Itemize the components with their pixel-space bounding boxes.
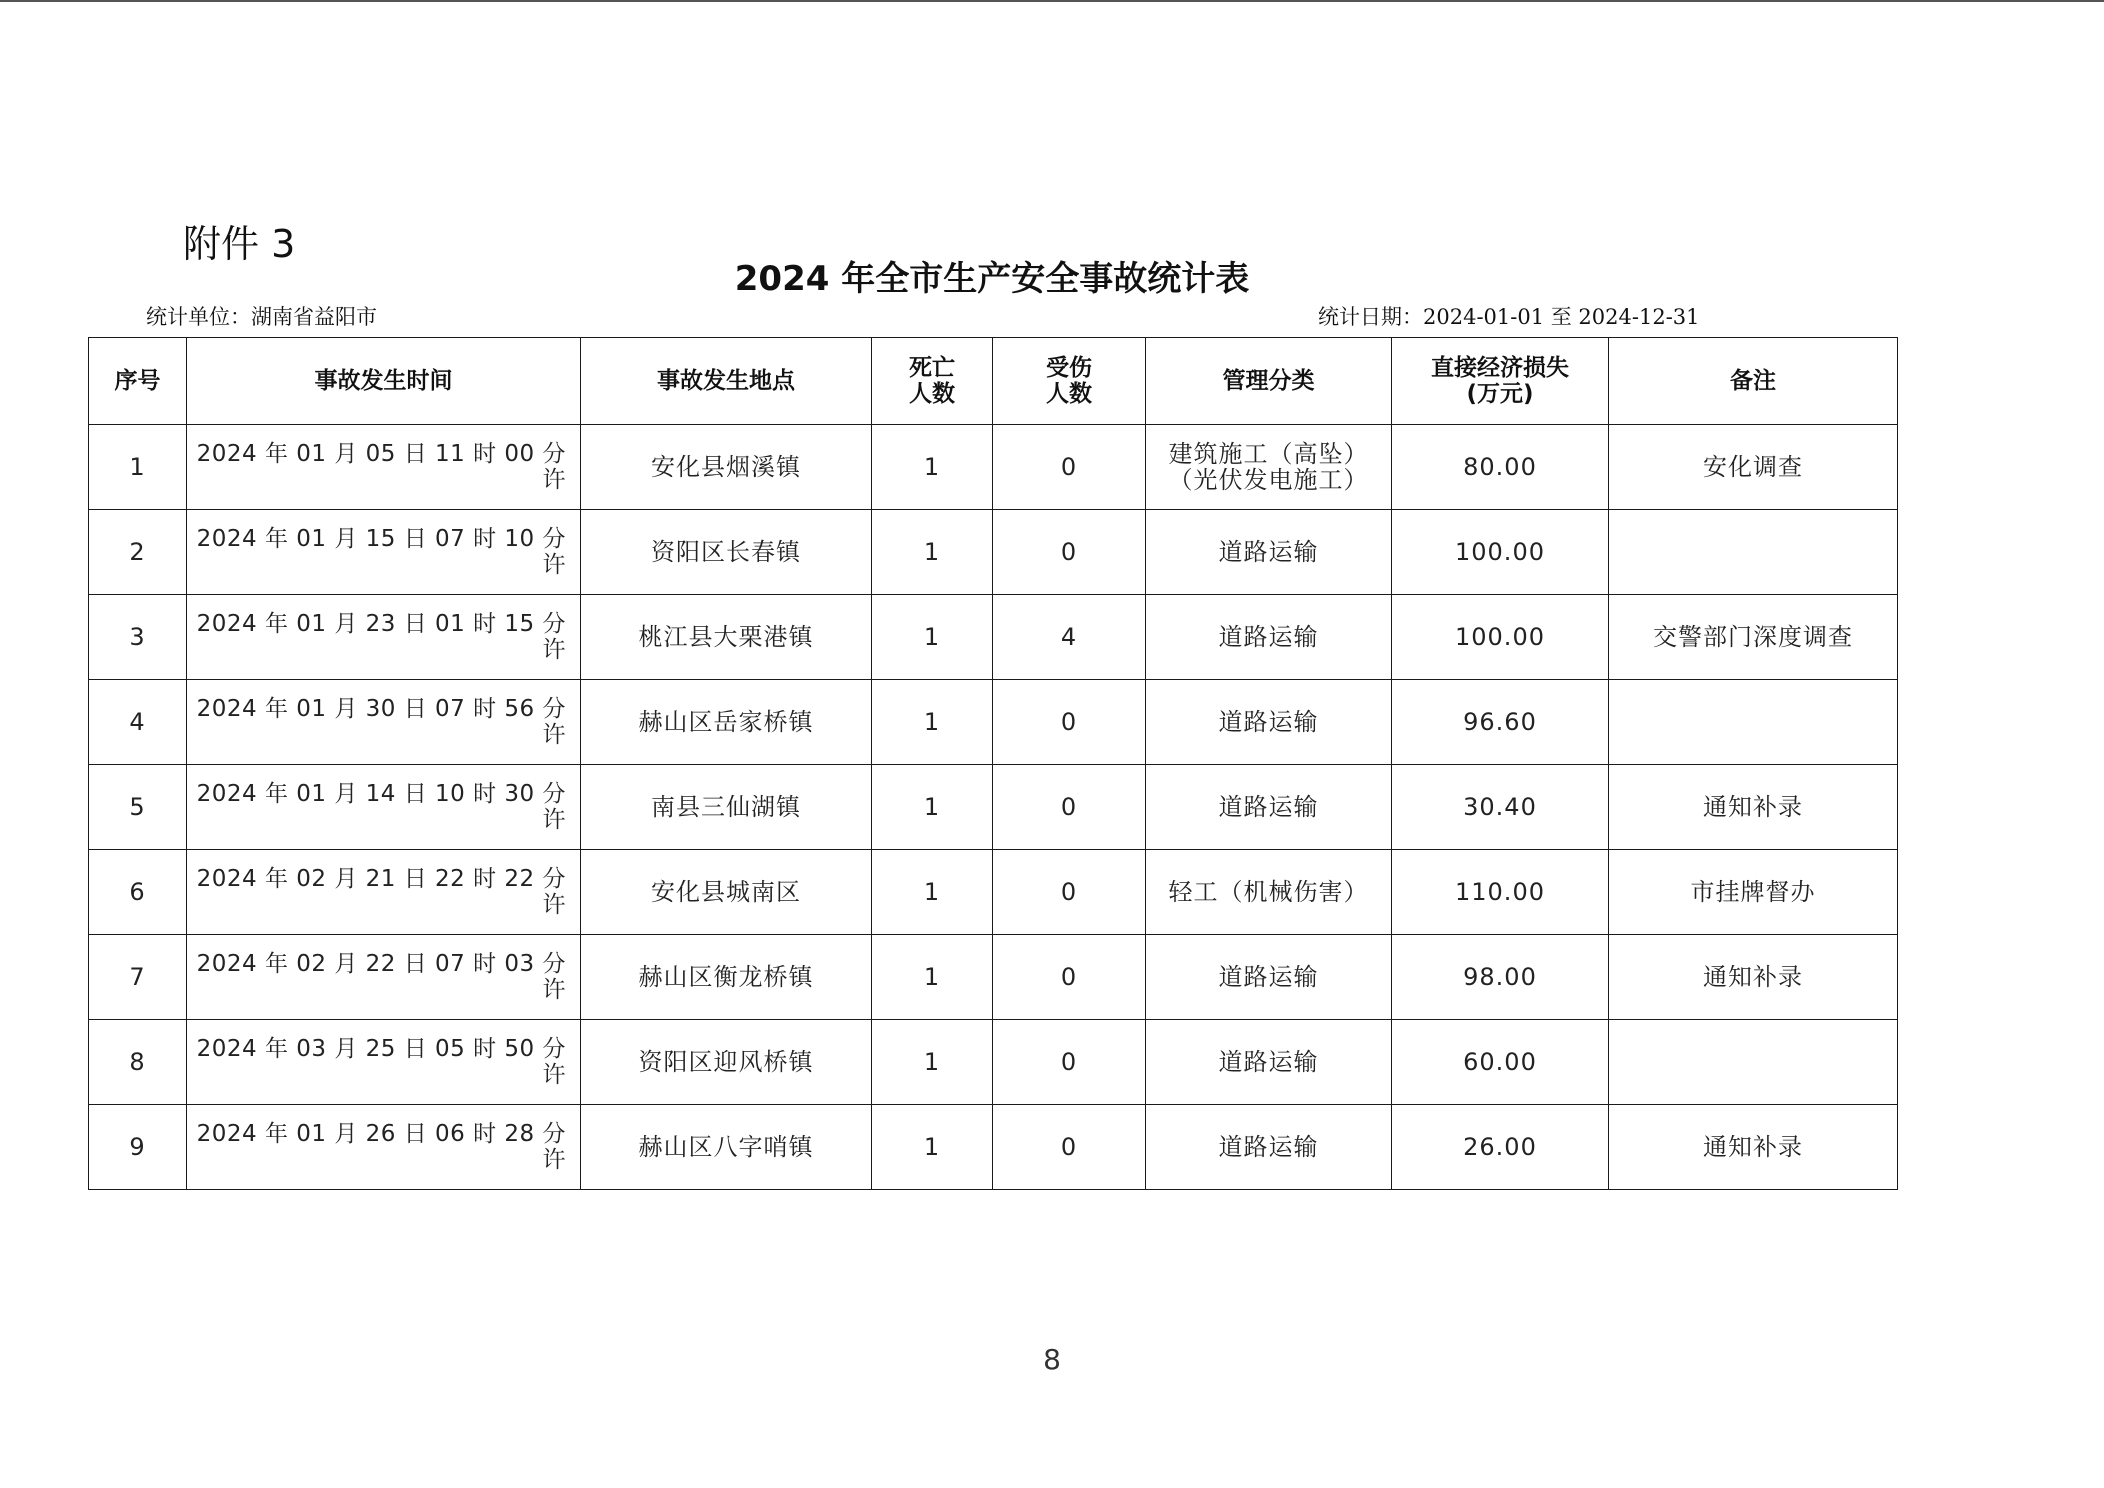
header-loss-line1: 直接经济损失 (1431, 355, 1569, 381)
header-location: 事故发生地点 (581, 338, 872, 425)
cell-deaths: 1 (872, 935, 993, 1020)
cell-category-line2: （光伏发电施工） (1168, 466, 1369, 494)
cell-deaths: 1 (872, 850, 993, 935)
cell-deaths: 1 (872, 765, 993, 850)
cell-loss: 110.00 (1392, 850, 1609, 935)
header-injured (993, 338, 1146, 425)
attachment-label: 附件 3 (183, 222, 296, 266)
cell-location: 赫山区八字哨镇 (581, 1105, 872, 1190)
cell-location: 赫山区衡龙桥镇 (581, 935, 872, 1020)
cell-remark (1609, 510, 1898, 595)
cell-seq: 8 (89, 1020, 187, 1105)
cell-category (1146, 425, 1392, 510)
header-time: 事故发生时间 (187, 338, 581, 425)
cell-seq: 7 (89, 935, 187, 1020)
cell-seq: 2 (89, 510, 187, 595)
cell-injured: 0 (993, 425, 1146, 510)
accident-statistics-table (88, 337, 1898, 1190)
statistics-date-range: 统计日期：2024-01-01 至 2024-12-31 (1318, 305, 1700, 329)
cell-category: 道路运输 (1146, 1105, 1392, 1190)
cell-category: 道路运输 (1146, 935, 1392, 1020)
cell-loss: 30.40 (1392, 765, 1609, 850)
cell-seq: 1 (89, 425, 187, 510)
header-injured-line1: 受伤 (1046, 355, 1092, 381)
cell-seq: 6 (89, 850, 187, 935)
cell-injured: 4 (993, 595, 1146, 680)
cell-location: 资阳区迎风桥镇 (581, 1020, 872, 1105)
cell-deaths: 1 (872, 595, 993, 680)
cell-category: 道路运输 (1146, 595, 1392, 680)
table-row (89, 680, 1898, 765)
cell-remark: 通知补录 (1609, 765, 1898, 850)
page-top-rule (0, 0, 2104, 2)
cell-location: 安化县城南区 (581, 850, 872, 935)
cell-remark (1609, 680, 1898, 765)
cell-time: 2024 年 01 月 23 日 01 时 15 分许 (187, 595, 581, 680)
table-row (89, 510, 1898, 595)
cell-injured: 0 (993, 680, 1146, 765)
cell-category: 道路运输 (1146, 1020, 1392, 1105)
header-injured-line2: 人数 (1046, 381, 1092, 407)
cell-deaths: 1 (872, 680, 993, 765)
cell-time: 2024 年 01 月 30 日 07 时 56 分许 (187, 680, 581, 765)
table-row (89, 765, 1898, 850)
header-deaths (872, 338, 993, 425)
cell-location: 安化县烟溪镇 (581, 425, 872, 510)
cell-deaths: 1 (872, 510, 993, 595)
header-remark: 备注 (1609, 338, 1898, 425)
cell-location: 南县三仙湖镇 (581, 765, 872, 850)
cell-category-line1: 建筑施工（高坠） (1168, 440, 1369, 468)
header-deaths-line2: 人数 (909, 381, 955, 407)
statistics-unit: 统计单位：湖南省益阳市 (146, 305, 377, 329)
cell-time: 2024 年 01 月 26 日 06 时 28 分许 (187, 1105, 581, 1190)
cell-seq: 4 (89, 680, 187, 765)
cell-loss: 26.00 (1392, 1105, 1609, 1190)
cell-remark (1609, 1020, 1898, 1105)
cell-time: 2024 年 01 月 15 日 07 时 10 分许 (187, 510, 581, 595)
cell-injured: 0 (993, 850, 1146, 935)
cell-location: 桃江县大栗港镇 (581, 595, 872, 680)
cell-injured: 0 (993, 935, 1146, 1020)
cell-remark: 安化调查 (1609, 425, 1898, 510)
cell-seq: 3 (89, 595, 187, 680)
table-row (89, 1020, 1898, 1105)
cell-time: 2024 年 02 月 21 日 22 时 22 分许 (187, 850, 581, 935)
cell-injured: 0 (993, 1105, 1146, 1190)
table-row (89, 850, 1898, 935)
cell-loss: 80.00 (1392, 425, 1609, 510)
table-row (89, 425, 1898, 510)
cell-location: 赫山区岳家桥镇 (581, 680, 872, 765)
cell-remark: 通知补录 (1609, 935, 1898, 1020)
cell-loss: 60.00 (1392, 1020, 1609, 1105)
cell-time: 2024 年 01 月 14 日 10 时 30 分许 (187, 765, 581, 850)
header-loss (1392, 338, 1609, 425)
cell-loss: 98.00 (1392, 935, 1609, 1020)
table-row (89, 1105, 1898, 1190)
cell-injured: 0 (993, 1020, 1146, 1105)
cell-loss: 100.00 (1392, 595, 1609, 680)
table-row (89, 935, 1898, 1020)
cell-loss: 96.60 (1392, 680, 1609, 765)
cell-remark: 市挂牌督办 (1609, 850, 1898, 935)
table-row (89, 595, 1898, 680)
header-category: 管理分类 (1146, 338, 1392, 425)
header-deaths-line1: 死亡 (909, 355, 955, 381)
cell-injured: 0 (993, 510, 1146, 595)
cell-deaths: 1 (872, 1105, 993, 1190)
document-title: 2024 年全市生产安全事故统计表 (734, 259, 1250, 299)
cell-injured: 0 (993, 765, 1146, 850)
page-number: 8 (1043, 1343, 1061, 1376)
header-loss-line2: (万元) (1466, 381, 1534, 407)
cell-deaths: 1 (872, 425, 993, 510)
cell-loss: 100.00 (1392, 510, 1609, 595)
cell-category: 道路运输 (1146, 765, 1392, 850)
cell-time: 2024 年 03 月 25 日 05 时 50 分许 (187, 1020, 581, 1105)
cell-category: 道路运输 (1146, 510, 1392, 595)
cell-time: 2024 年 01 月 05 日 11 时 00 分许 (187, 425, 581, 510)
cell-seq: 5 (89, 765, 187, 850)
cell-category: 道路运输 (1146, 680, 1392, 765)
cell-seq: 9 (89, 1105, 187, 1190)
cell-time: 2024 年 02 月 22 日 07 时 03 分许 (187, 935, 581, 1020)
cell-remark: 通知补录 (1609, 1105, 1898, 1190)
cell-category: 轻工（机械伤害） (1146, 850, 1392, 935)
table-header-row (89, 338, 1898, 425)
cell-deaths: 1 (872, 1020, 993, 1105)
cell-location: 资阳区长春镇 (581, 510, 872, 595)
cell-remark: 交警部门深度调查 (1609, 595, 1898, 680)
header-seq: 序号 (89, 338, 187, 425)
